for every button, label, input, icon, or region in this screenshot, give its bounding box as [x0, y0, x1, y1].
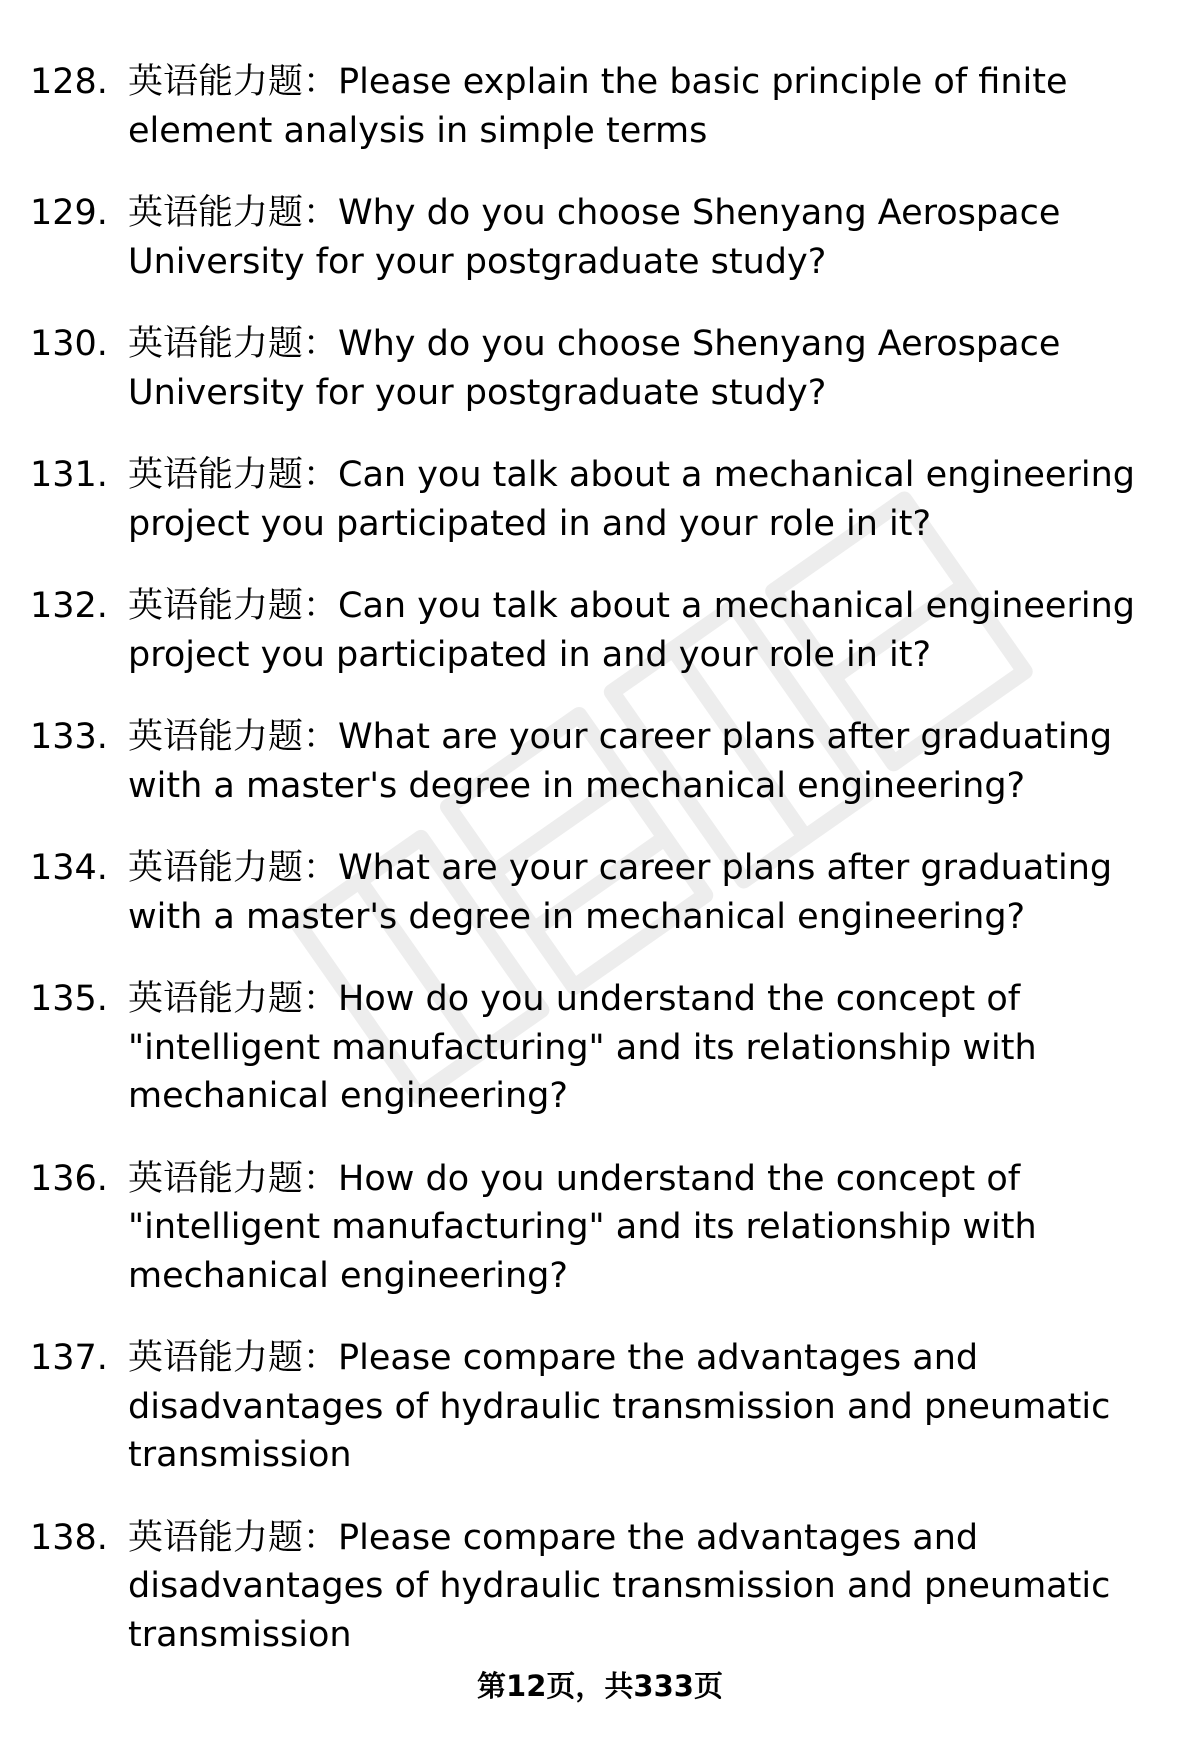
question-prefix: 英语能力题：: [128, 62, 339, 102]
question-item: [30, 58, 1140, 155]
question-prefix: 英语能力题：: [128, 717, 339, 757]
question-number: 133.: [30, 717, 108, 757]
question-text: [128, 58, 1140, 155]
question-number: 137.: [30, 1338, 108, 1378]
question-prefix: 英语能力题：: [128, 586, 339, 626]
question-text: [128, 1514, 1140, 1660]
question-number: 130.: [30, 324, 108, 364]
page-number-label: 第12页，共333页: [477, 1669, 723, 1703]
question-number: 129.: [30, 193, 108, 233]
question-text: [128, 189, 1140, 286]
question-item: [30, 320, 1140, 417]
question-prefix: 英语能力题：: [128, 1338, 339, 1378]
question-number: 134.: [30, 848, 108, 888]
question-body: Can you talk about a mechanical engineering project you participated in and your role in it?: [128, 586, 1135, 675]
question-body: Please compare the advantages and disadvantages of hydraulic transmission and pneumatic transmission: [128, 1517, 1111, 1655]
question-item: [30, 844, 1140, 941]
question-text: [128, 713, 1140, 810]
question-text: [128, 1155, 1140, 1301]
question-item: [30, 451, 1140, 548]
question-prefix: 英语能力题：: [128, 848, 339, 888]
question-number: 131.: [30, 455, 108, 495]
question-body: Can you talk about a mechanical engineering project you participated in and your role in it?: [128, 455, 1135, 544]
question-item: [30, 975, 1140, 1121]
question-item: [30, 189, 1140, 286]
question-body: What are your career plans after graduating with a master's degree in mechanical engineering?: [128, 717, 1113, 806]
question-prefix: 英语能力题：: [128, 1517, 339, 1558]
question-item: [30, 582, 1140, 679]
question-body: How do you understand the concept of "intelligent manufacturing" and its relationship with mechanical engineering?: [128, 979, 1037, 1116]
question-prefix: 英语能力题：: [128, 324, 339, 364]
question-prefix: 英语能力题：: [128, 455, 339, 495]
question-text: [128, 975, 1140, 1121]
question-text: [128, 582, 1140, 679]
question-prefix: 英语能力题：: [128, 1158, 339, 1199]
page-footer: [0, 1666, 1200, 1706]
question-number: 135.: [30, 979, 108, 1019]
question-list: [30, 58, 1140, 1693]
question-text: [128, 1334, 1140, 1480]
question-number: 132.: [30, 586, 108, 626]
question-body: How do you understand the concept of "intelligent manufacturing" and its relationship with mechanical engineering?: [128, 1158, 1037, 1296]
question-text: [128, 451, 1140, 548]
question-item: [30, 713, 1140, 810]
question-number: 138.: [30, 1517, 108, 1558]
question-item: [30, 1514, 1140, 1660]
question-prefix: 英语能力题：: [128, 979, 339, 1019]
question-number: 128.: [30, 62, 108, 102]
question-number: 136.: [30, 1158, 108, 1199]
question-prefix: 英语能力题：: [128, 193, 339, 233]
question-body: What are your career plans after graduating with a master's degree in mechanical engineering?: [128, 848, 1113, 937]
question-body: Why do you choose Shenyang Aerospace University for your postgraduate study?: [128, 324, 1061, 413]
question-body: Why do you choose Shenyang Aerospace University for your postgraduate study?: [128, 193, 1061, 282]
question-body: Please explain the basic principle of finite element analysis in simple terms: [128, 62, 1068, 151]
question-text: [128, 320, 1140, 417]
question-body: Please compare the advantages and disadvantages of hydraulic transmission and pneumatic transmission: [128, 1338, 1111, 1475]
question-item: [30, 1334, 1140, 1480]
question-text: [128, 844, 1140, 941]
question-item: [30, 1155, 1140, 1301]
